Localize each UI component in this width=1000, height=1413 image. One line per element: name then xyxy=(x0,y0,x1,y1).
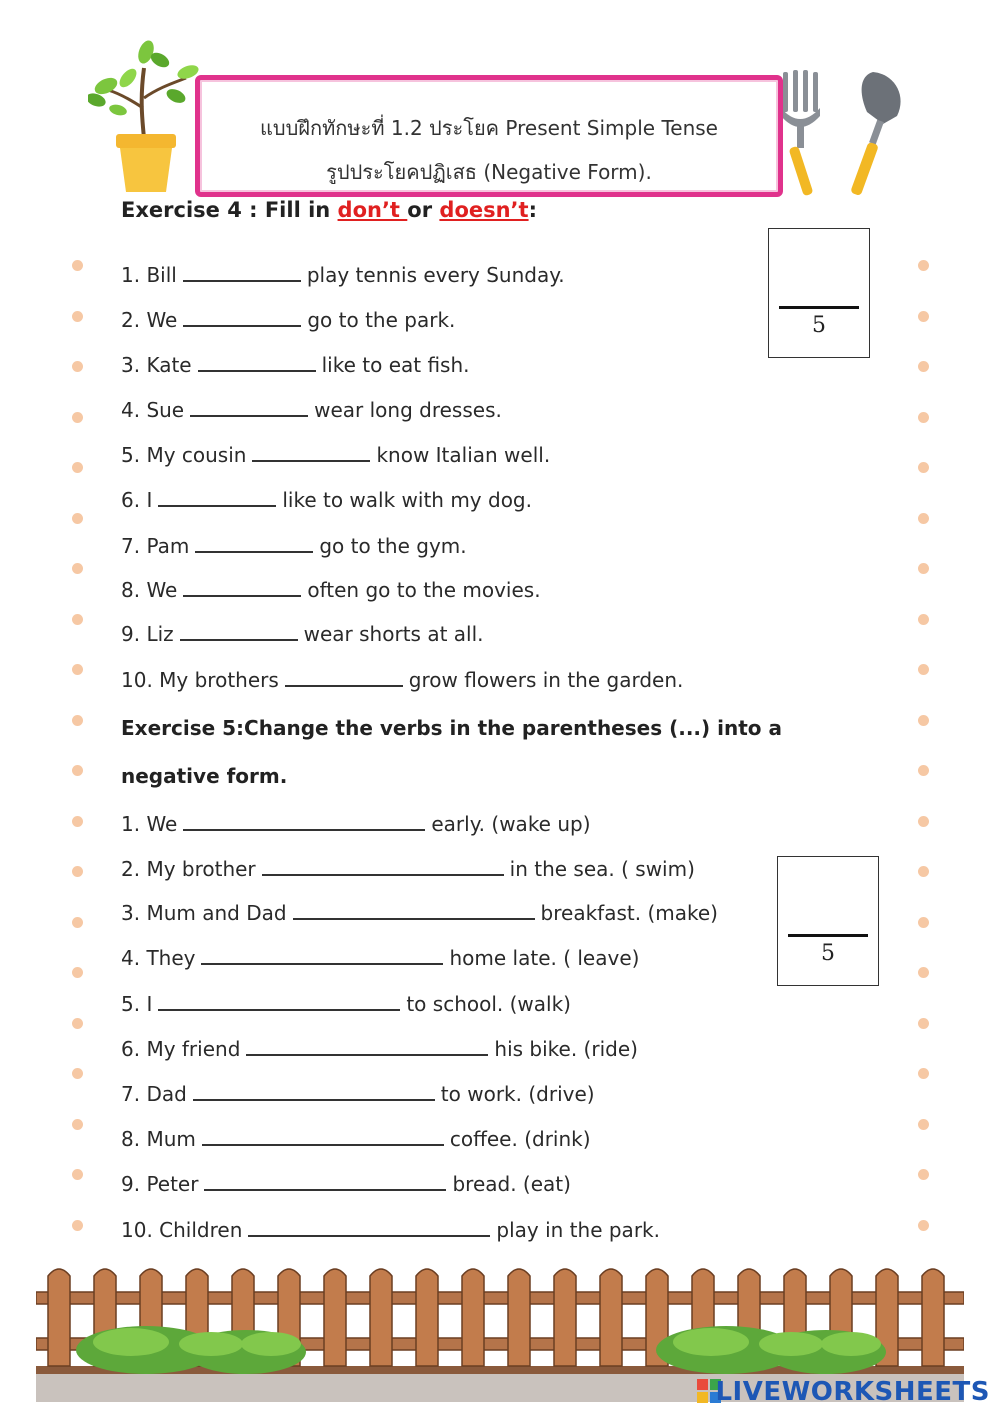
exercise4-heading-prefix: Exercise 4 : Fill in xyxy=(121,198,338,222)
worksheet-title-box xyxy=(195,75,783,197)
fence-picket xyxy=(416,1269,438,1366)
fence-picket xyxy=(554,1269,576,1366)
decorative-dot xyxy=(72,816,83,827)
answer-blank[interactable] xyxy=(195,535,313,553)
decorative-dot xyxy=(72,361,83,372)
decorative-dot xyxy=(918,967,929,978)
decorative-dot xyxy=(72,1169,83,1180)
decorative-dot xyxy=(72,917,83,928)
fence-picket xyxy=(48,1269,70,1366)
exercise4-item: 4. Sue wear long dresses. xyxy=(121,398,502,422)
exercise4-score-total: 5 xyxy=(812,313,826,338)
fence-picket xyxy=(508,1269,530,1366)
score-line xyxy=(788,934,868,937)
exercise4-item: 10. My brothers grow flowers in the garden. xyxy=(121,668,684,692)
answer-blank[interactable] xyxy=(293,902,535,920)
decorative-dot xyxy=(918,1018,929,1029)
exercise4-item: 6. I like to walk with my dog. xyxy=(121,488,532,512)
decorative-dot xyxy=(918,715,929,726)
answer-blank[interactable] xyxy=(193,1083,435,1101)
decorative-dot xyxy=(72,563,83,574)
decorative-dot xyxy=(72,1220,83,1231)
worksheet-title: แบบฝึกทักษะที่ 1.2 ประโยค Present Simple Tense xyxy=(260,116,718,140)
decorative-dot xyxy=(918,866,929,877)
decorative-dot xyxy=(72,765,83,776)
decorative-dot xyxy=(72,614,83,625)
answer-blank[interactable] xyxy=(183,264,301,282)
decorative-dot xyxy=(918,1068,929,1079)
decorative-dot xyxy=(72,715,83,726)
decorative-dot xyxy=(918,412,929,423)
decorative-dot xyxy=(918,1119,929,1130)
decorative-dot xyxy=(72,664,83,675)
answer-blank[interactable] xyxy=(262,858,504,876)
liveworksheets-watermark: LIVEWORKSHEETS xyxy=(715,1377,990,1407)
garden-tools-icon xyxy=(775,68,915,200)
decorative-dot xyxy=(72,1018,83,1029)
potted-plant-icon xyxy=(88,38,200,196)
decorative-dot xyxy=(72,260,83,271)
fence-picket xyxy=(370,1269,392,1366)
decorative-dot xyxy=(72,462,83,473)
answer-blank[interactable] xyxy=(180,623,298,641)
exercise5-item: 2. My brother in the sea. ( swim) xyxy=(121,857,695,881)
exercise5-score-box xyxy=(777,856,879,986)
answer-blank[interactable] xyxy=(158,489,276,507)
exercise5-item: 10. Children play in the park. xyxy=(121,1218,660,1242)
score-line xyxy=(779,306,859,309)
fence-picket xyxy=(600,1269,622,1366)
exercise4-item: 7. Pam go to the gym. xyxy=(121,534,467,558)
exercise4-item: 8. We often go to the movies. xyxy=(121,578,541,602)
fence-picket xyxy=(324,1269,346,1366)
option-connector: or xyxy=(407,198,440,222)
exercise5-item: 9. Peter bread. (eat) xyxy=(121,1172,571,1196)
decorative-dot xyxy=(918,1220,929,1231)
exercise5-item: 7. Dad to work. (drive) xyxy=(121,1082,595,1106)
exercise4-heading xyxy=(121,198,537,222)
decorative-dot xyxy=(918,563,929,574)
fence-picket xyxy=(922,1269,944,1366)
answer-blank[interactable] xyxy=(183,813,425,831)
answer-blank[interactable] xyxy=(248,1219,490,1237)
worksheet-subtitle: รูปประโยคปฏิเสธ (Negative Form). xyxy=(326,160,652,184)
exercise5-score-total: 5 xyxy=(821,941,835,966)
answer-blank[interactable] xyxy=(183,309,301,327)
decorative-dot xyxy=(918,1169,929,1180)
exercise4-item: 3. Kate like to eat fish. xyxy=(121,353,470,377)
answer-blank[interactable] xyxy=(202,1128,444,1146)
decorative-dot xyxy=(72,311,83,322)
exercise5-item: 8. Mum coffee. (drink) xyxy=(121,1127,591,1151)
decorative-dot xyxy=(918,765,929,776)
exercise4-item: 5. My cousin know Italian well. xyxy=(121,443,551,467)
answer-blank[interactable] xyxy=(158,993,400,1011)
exercise5-item: 5. I to school. (walk) xyxy=(121,992,571,1016)
decorative-dot xyxy=(918,816,929,827)
exercise5-item: 3. Mum and Dad breakfast. (make) xyxy=(121,901,718,925)
exercise5-item: 6. My friend his bike. (ride) xyxy=(121,1037,638,1061)
option-dont: don’t xyxy=(337,198,408,222)
answer-blank[interactable] xyxy=(198,354,316,372)
exercise5-heading-line2: negative form. xyxy=(121,764,288,788)
exercise4-item: 2. We go to the park. xyxy=(121,308,456,332)
decorative-dot xyxy=(918,462,929,473)
fence-picket xyxy=(462,1269,484,1366)
exercise4-item: 9. Liz wear shorts at all. xyxy=(121,622,484,646)
decorative-dot xyxy=(918,614,929,625)
decorative-dot xyxy=(918,361,929,372)
option-doesnt: doesn’t xyxy=(439,198,529,222)
exercise5-item: 1. We early. (wake up) xyxy=(121,812,591,836)
answer-blank[interactable] xyxy=(204,1173,446,1191)
decorative-dot xyxy=(918,513,929,524)
answer-blank[interactable] xyxy=(246,1038,488,1056)
decorative-dot xyxy=(918,311,929,322)
answer-blank[interactable] xyxy=(190,399,308,417)
exercise5-heading-line1: Exercise 5:Change the verbs in the parentheses (...) into a xyxy=(121,716,782,740)
exercise4-score-box xyxy=(768,228,870,358)
answer-blank[interactable] xyxy=(285,669,403,687)
decorative-dot xyxy=(918,260,929,271)
decorative-dot xyxy=(72,1119,83,1130)
answer-blank[interactable] xyxy=(201,947,443,965)
answer-blank[interactable] xyxy=(252,444,370,462)
exercise5-item: 4. They home late. ( leave) xyxy=(121,946,640,970)
answer-blank[interactable] xyxy=(183,579,301,597)
decorative-dot xyxy=(72,1068,83,1079)
decorative-dot xyxy=(72,412,83,423)
decorative-dot xyxy=(72,513,83,524)
decorative-dot xyxy=(918,917,929,928)
decorative-dot xyxy=(918,664,929,675)
exercise4-item: 1. Bill play tennis every Sunday. xyxy=(121,263,565,287)
exercise4-heading-suffix: : xyxy=(528,198,537,222)
decorative-dot xyxy=(72,967,83,978)
decorative-dot xyxy=(72,866,83,877)
